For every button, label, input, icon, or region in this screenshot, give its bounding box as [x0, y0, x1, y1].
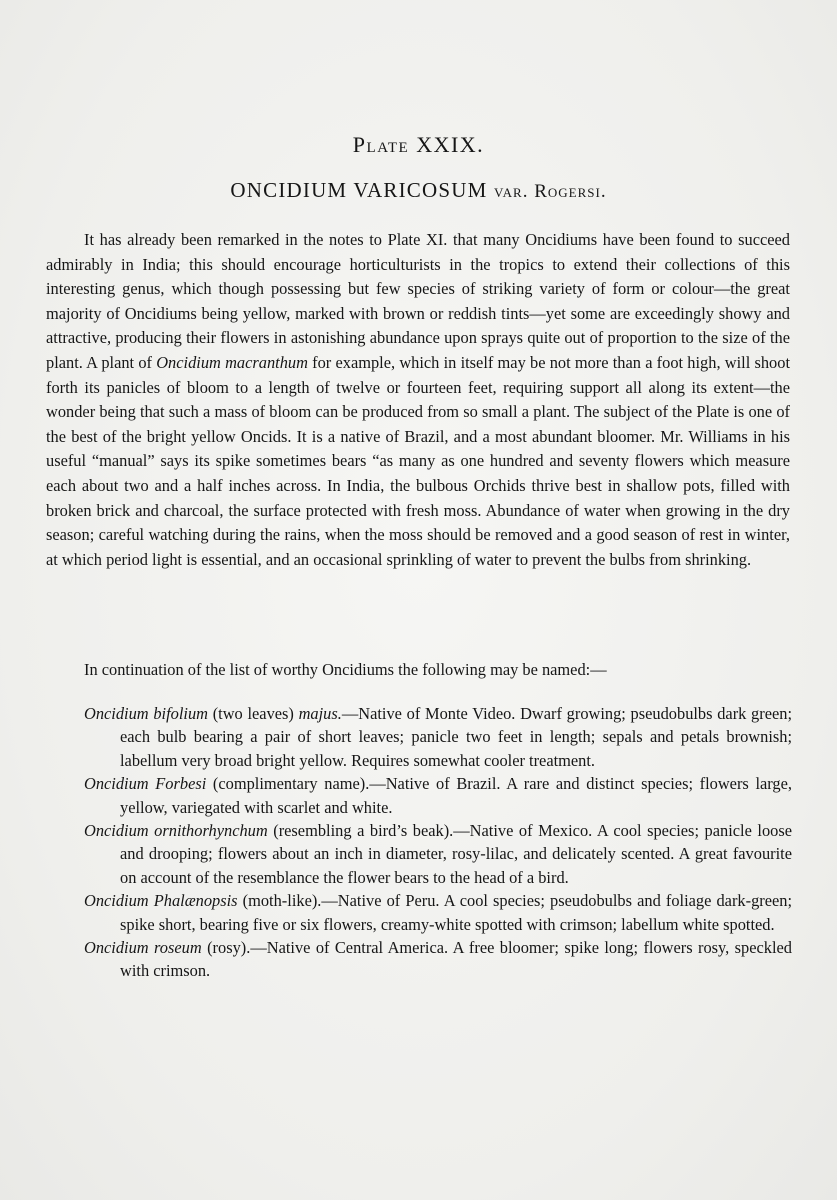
title-variety: var. Rogersi. [493, 181, 607, 202]
intro-paragraph [46, 228, 790, 572]
continuation-line: In continuation of the list of worthy Oncidiums the following may be named:— [84, 660, 607, 679]
species-meaning: (moth-like). [237, 891, 322, 911]
species-description: —Native of Brazil. A rare and distinct species; flowers large, yellow, variegated with scarlet and white. [120, 774, 792, 817]
species-entry [84, 772, 792, 819]
species-description: —Native of Monte Video. Dwarf growing; pseudobulbs dark green; each bulb bearing a pair of short leaves; panicle two feet in length; sepals and petals brownish; labellum very broad bright yellow. Requires somewhat cooler treatment. [120, 704, 793, 770]
intro-text-part-2: for example, which in itself may be not more than a foot high, will shoot forth its panicles of bloom to a length of twelve or fourteen feet, requiring support all along its extent—the wonder being that such a mass of bloom can be produced from so small a plant. The subject of the Plate is one of the best of the bright yellow Oncids. It is a native of Brazil, and a most abundant bloomer. Mr. Williams in his useful “manual” says its spike sometimes bears “as many as one hundred and seventy flowers which measure each about two and a half inches across. In India, the bulbous Orchids thrive best in shallow pots, filled with broken brick and charcoal, the surface protected with fresh moss. Abundance of water when growing in the dry season; careful watching during the rains, when the moss should be removed and a good season of rest in winter, at which period light is essential, and an occasional sprinkling of water to prevent the bulbs from shrinking. [46, 352, 790, 569]
intro-text-part-1: It has already been remarked in the notes to Plate XI. that many Oncidiums have been found to succeed admirably in India; this should encourage horticulturists in the tropics to extend their collections of this interesting genus, which though possessing but few species of striking variety of form or colour—the great majority of Oncidiums being yellow, marked with brown or reddish tints—yet some are exceedingly showy and attractive, producing their flowers in astonishing abundance upon sprays quite out of proportion to the size of the plant. A plant of [46, 230, 790, 372]
species-name: Oncidium Forbesi [84, 774, 207, 794]
intro-text [46, 228, 790, 572]
species-meaning: (resembling a bird’s beak). [267, 821, 454, 841]
species-name: Oncidium bifolium [84, 704, 208, 723]
species-variety: majus. [298, 704, 342, 723]
species-description: —Native of Peru. A cool species; pseudobulbs and foliage dark-green; spike short, bearing five or six flowers, creamy-white spotted with crimson; labellum white spotted. [120, 891, 793, 934]
title-species: ONCIDIUM VARICOSUM [230, 178, 488, 202]
species-meaning: (rosy). [201, 938, 251, 958]
species-meaning: (complimentary name). [206, 774, 370, 794]
plate-number: Plate XXIX. [352, 132, 485, 157]
species-list [84, 702, 792, 983]
species-name: Oncidium ornithorhynchum [84, 821, 268, 841]
species-name: Oncidium roseum [84, 938, 202, 958]
species-entry [84, 702, 792, 772]
species-entry [84, 889, 792, 936]
page-title [0, 178, 837, 203]
species-name: Oncidium Phalænopsis [84, 891, 238, 911]
species-meaning: (two leaves) [208, 704, 299, 723]
intro-italic-species: Oncidium macranthum [156, 352, 308, 372]
species-description: —Native of Central America. A free bloomer; spike long; flowers rosy, speckled with crimson. [120, 938, 792, 981]
species-description: —Native of Mexico. A cool species; panicle loose and drooping; flowers about an inch in diameter, rosy-lilac, and delicately scented. A great favourite on account of the resemblance the flower bears to the head of a bird. [120, 821, 792, 887]
species-entry [84, 936, 792, 983]
species-entry [84, 819, 792, 889]
